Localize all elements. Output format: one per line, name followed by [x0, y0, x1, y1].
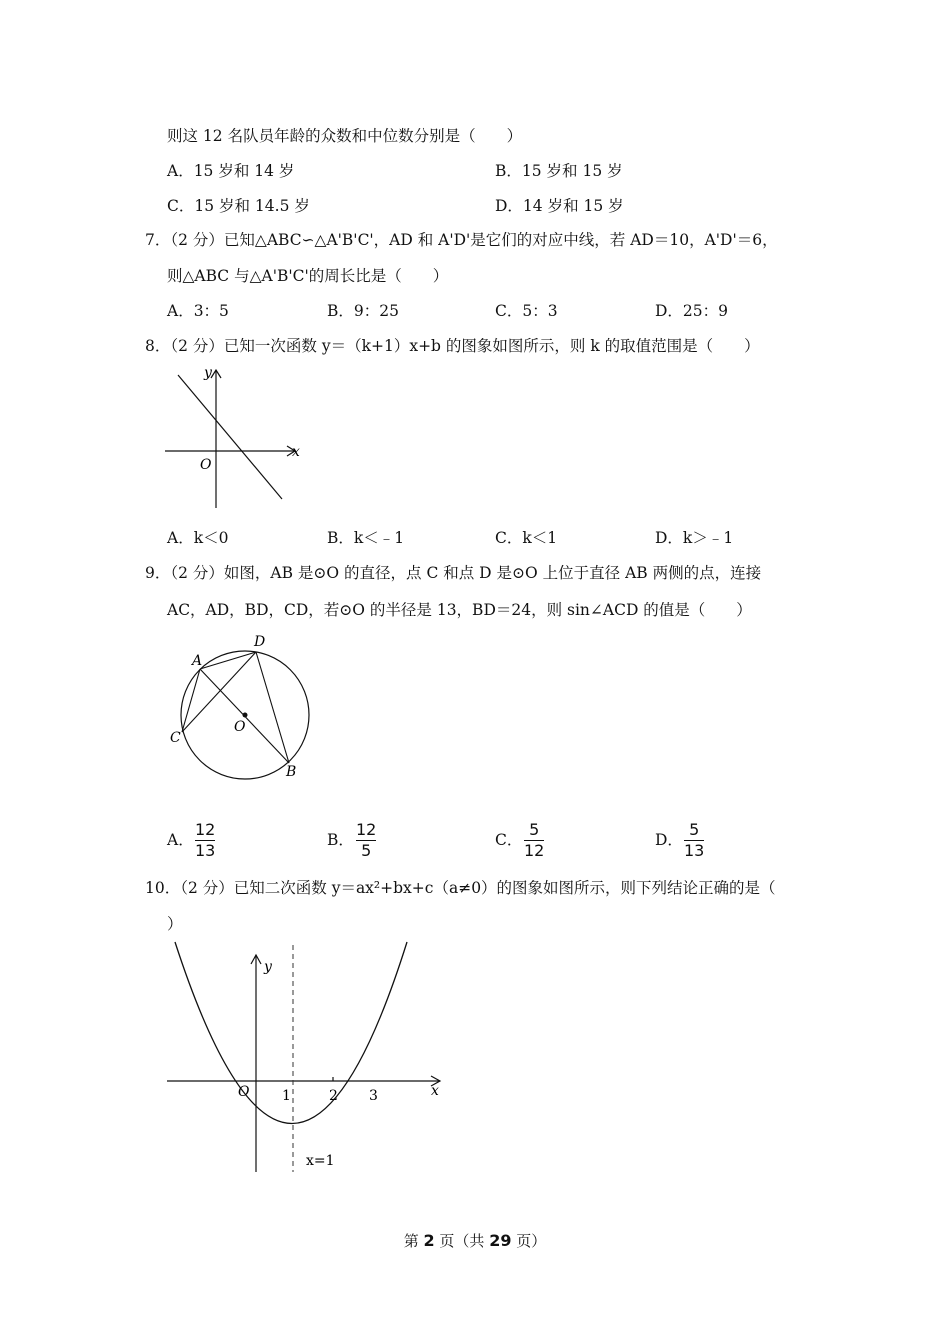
q6-option-a: A．15 岁和 14 岁 — [167, 162, 295, 180]
footer-prefix: 第 — [403, 1232, 424, 1250]
q8-option-a: A．k＜0 — [167, 529, 229, 547]
q9-option-d-denominator: 13 — [684, 841, 705, 860]
footer-suffix: 页） — [511, 1232, 547, 1250]
q9-label-d: D — [254, 634, 266, 650]
q8-x-label: x — [292, 444, 300, 460]
q10-tick-label-2: 2 — [329, 1088, 338, 1104]
q9-option-b-denominator: 5 — [361, 841, 372, 860]
q8-option-b: B．k＜﹣1 — [327, 529, 405, 547]
q7-stem-line2: 则△ABC 与△A'B'C'的周长比是（ ） — [167, 267, 449, 285]
q9-option-c-fraction — [524, 821, 544, 860]
q9-option-a-letter: A． — [167, 831, 194, 849]
q6-stem: 则这 12 名队员年龄的众数和中位数分别是（ ） — [167, 127, 523, 145]
q8-y-label: y — [204, 365, 212, 381]
q9-option-d-letter: D． — [655, 831, 683, 849]
q9-option-b-numerator: 12 — [356, 820, 377, 839]
q9-option-a-numerator: 12 — [195, 820, 216, 839]
q8-option-d: D．k＞﹣1 — [655, 529, 734, 547]
q8-stem: 8．（2 分）已知一次函数 y＝（k+1）x+b 的图象如图所示，则 k 的取值范围是（ ） — [145, 337, 760, 355]
q9-stem-line1: 9．（2 分）如图，AB 是⊙O 的直径，点 C 和点 D 是⊙O 上位于直径 AB 两侧的点，连接 — [145, 564, 762, 582]
q7-option-a: A．3：5 — [167, 302, 229, 320]
q6-option-b: B．15 岁和 15 岁 — [495, 162, 623, 180]
q10-stem-line1: 10．（2 分）已知二次函数 y＝ax²+bx+c（a≠0）的图象如图所示，则下列结论正确的是（ — [145, 879, 776, 897]
q10-origin-label: O — [238, 1084, 250, 1100]
page-footer — [0, 1230, 950, 1251]
q9-label-a: A — [192, 653, 203, 669]
q9-option-d-fraction — [684, 821, 704, 860]
q9-option-c-numerator: 5 — [529, 820, 540, 839]
footer-middle: 页（共 — [434, 1232, 490, 1250]
q8-linear-graph — [160, 360, 310, 510]
q9-option-b-fraction — [356, 821, 376, 860]
q7-option-b: B．9：25 — [327, 302, 399, 320]
q8-origin-label: O — [200, 457, 212, 473]
q10-tick-label-1: 1 — [282, 1088, 291, 1104]
q9-option-a-fraction — [195, 821, 215, 860]
q8-function-line — [178, 375, 282, 499]
q10-x-label: x — [431, 1083, 439, 1099]
q10-tick-label-3: 3 — [369, 1088, 378, 1104]
q9-label-b: B — [286, 764, 297, 780]
q9-option-c-denominator: 12 — [524, 841, 545, 860]
q6-option-d: D．14 岁和 15 岁 — [495, 197, 624, 215]
q7-stem-line1: 7．（2 分）已知△ABC∽△A'B'C'，AD 和 A'D'是它们的对应中线，若 AD＝10，A'D'＝6， — [145, 231, 778, 249]
q8-option-c: C．k＜1 — [495, 529, 558, 547]
q10-y-label: y — [264, 959, 272, 975]
q9-label-o: O — [234, 719, 246, 735]
q9-option-d-numerator: 5 — [689, 820, 700, 839]
q7-option-c: C．5：3 — [495, 302, 558, 320]
q6-option-c: C．15 岁和 14.5 岁 — [167, 197, 310, 215]
q10-stem-line2: ） — [167, 915, 183, 933]
q7-option-d: D．25：9 — [655, 302, 729, 320]
q9-option-c-letter: C． — [495, 831, 523, 849]
q9-option-a-denominator: 13 — [195, 841, 216, 860]
q10-parabola-graph — [160, 940, 450, 1180]
q10-axis-equation-label: x=1 — [306, 1153, 335, 1169]
q9-label-c: C — [170, 730, 181, 746]
q9-circle-figure — [160, 630, 320, 790]
q9-option-b-letter: B． — [327, 831, 354, 849]
q9-center-dot — [243, 713, 248, 718]
q9-stem-line2: AC，AD，BD，CD，若⊙O 的半径是 13，BD＝24，则 sin∠ACD 的值是（ ） — [167, 601, 752, 619]
footer-total-pages: 29 — [489, 1231, 512, 1250]
footer-page-number: 2 — [423, 1231, 435, 1250]
